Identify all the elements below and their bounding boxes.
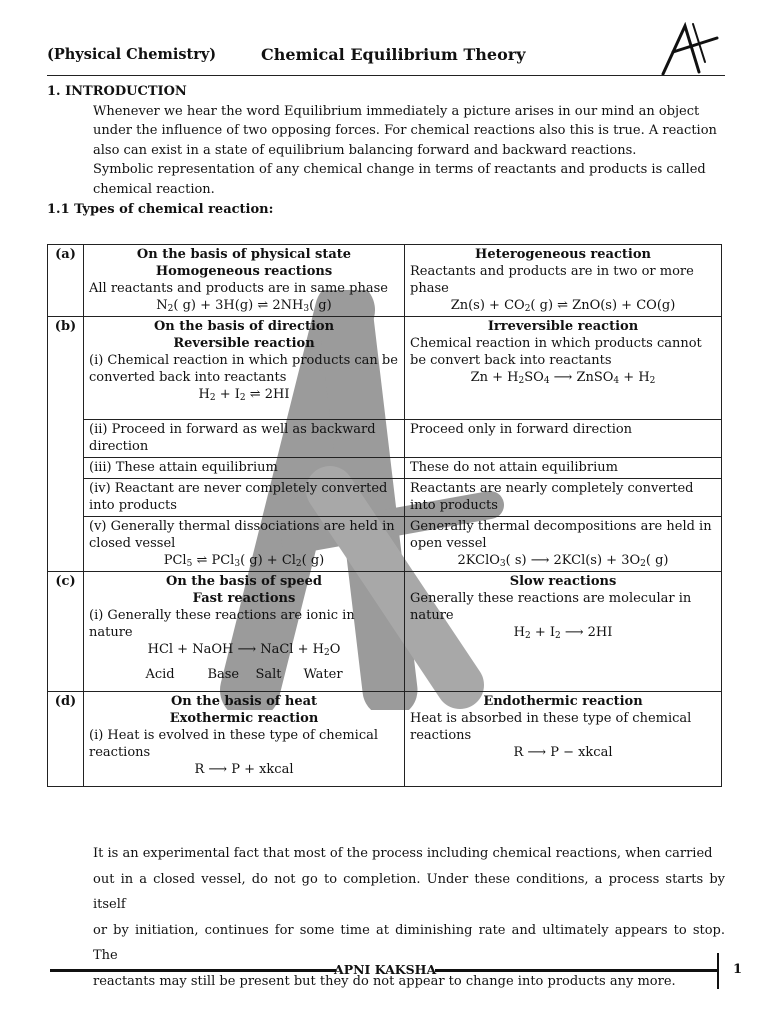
table-cell: On the basis of physical state Homogeneous reactions All reactants and products are in same phase $N_2$( g) + 3H(g) ⇌ $2NH_3$( g): [84, 245, 405, 317]
basis-heading: On the basis of speed: [166, 574, 322, 589]
page-header: [47, 44, 725, 74]
table-row: [48, 572, 722, 692]
reaction-type-title: Exothermic reaction: [169, 711, 319, 726]
types-heading: 1.1 Types of chemical reaction:: [47, 201, 274, 217]
table-row: [48, 692, 722, 787]
equation-labels: Acid Base Salt Water: [145, 667, 343, 682]
equation: 2KClO$_3$( s) ⟶ $2KCl(s) + 3O_2$( g): [457, 553, 669, 569]
equation: R ⟶ P + xkcal: [194, 762, 294, 777]
table-cell: These do not attain equilibrium: [405, 458, 722, 479]
equation: $H_2 + I_2$ ⟶ 2HI: [513, 625, 613, 641]
page-title: Chemical Equilibrium Theory: [261, 45, 526, 64]
equation: R ⟶ P − xkcal: [513, 745, 613, 760]
introduction-section: [47, 82, 727, 219]
equation: $N_2$( g) + 3H(g) ⇌ $2NH_3$( g): [156, 298, 332, 314]
closing-paragraph: It is an experimental fact that most of the process including chemical reactions, when carried out in a closed vessel, do not go to completion. Under these conditions, a process starts by itself or by initiation, continues for some time at diminishing rate and ultimately appears to stop. The reactants may still be present but they do not appear to change into products any more.: [93, 846, 725, 989]
reaction-type-title: Homogeneous reactions: [155, 264, 333, 279]
reaction-type-title: Endothermic reaction: [483, 694, 643, 709]
reaction-type-title: Irreversible reaction: [487, 319, 639, 334]
table-cell: Heterogeneous reaction Reactants and products are in two or more phase $Zn(s) + CO_2$( g) ⇌ ZnO(s) + CO(g): [405, 245, 722, 317]
table-cell: Proceed only in forward direction: [405, 420, 722, 458]
brand-logo-icon: [655, 22, 721, 76]
table-cell: Reactants are nearly completely converted into products: [405, 479, 722, 517]
table-cell: Endothermic reaction Heat is absorbed in these type of chemical reactions R ⟶ P − xkcal: [405, 692, 722, 787]
row-label: (c): [48, 572, 84, 692]
equation: PCl$_5$ ⇌ PCl$_3$( $g) + Cl_2$( g): [163, 553, 325, 569]
table-row: [48, 420, 722, 458]
table-cell: On the basis of direction Reversible reaction (i) Chemical reaction in which products can be converted back into reactants $H_2 + I_2$ ⇌ 2HI: [84, 317, 405, 420]
row-label: (d): [48, 692, 84, 787]
header-divider: [47, 75, 725, 76]
reaction-type-title: Fast reactions: [192, 591, 296, 606]
table-cell: Slow reactions Generally these reactions are molecular in nature $H_2 + I_2$ ⟶ 2HI: [405, 572, 722, 692]
table-row: [48, 245, 722, 317]
basis-heading: On the basis of heat: [170, 694, 318, 709]
table-cell: (iv) Reactant are never completely converted into products: [84, 479, 405, 517]
table-row: [48, 479, 722, 517]
reaction-type-title: Heterogeneous reaction: [475, 247, 651, 262]
reaction-type-title: Slow reactions: [509, 574, 617, 589]
basis-heading: On the basis of physical state: [136, 247, 352, 262]
table-cell: (ii) Proceed in forward as well as backward direction: [84, 420, 405, 458]
table-row: [48, 517, 722, 572]
table-cell: Generally thermal decompositions are held in open vessel 2KClO$_3$( s) ⟶ $2KCl(s) + 3O_2$( g): [405, 517, 722, 572]
footer-brand: APNI KAKSHA: [334, 962, 437, 977]
row-label: (b): [48, 317, 84, 572]
intro-paragraph-2: Symbolic representation of any chemical change in terms of reactants and products is called chemical reaction.: [93, 162, 706, 197]
page-number: 1: [733, 962, 743, 977]
table-cell: On the basis of speed Fast reactions (i) Generally these reactions are ionic in nature HCl + NaOH ⟶ NaCl + $H_2O$ Acid Base Salt Water: [84, 572, 405, 692]
table-row: [48, 317, 722, 420]
table-cell: (v) Generally thermal dissociations are held in closed vessel PCl$_5$ ⇌ PCl$_3$( $g) + Cl_2$( g): [84, 517, 405, 572]
reaction-types-table: [47, 244, 722, 787]
table-row: [48, 458, 722, 479]
table-cell: On the basis of heat Exothermic reaction (i) Heat is evolved in these type of chemical reactions R ⟶ P + xkcal: [84, 692, 405, 787]
equation: $Zn(s) + CO_2$( g) ⇌ ZnO(s) + CO(g): [450, 298, 676, 314]
reaction-type-title: Reversible reaction: [173, 336, 315, 351]
equation: $Zn + H_2SO_4$ ⟶ ZnSO$_4$ + $H_2$: [470, 370, 656, 386]
table-cell: (iii) These attain equilibrium: [84, 458, 405, 479]
intro-paragraph-1: Whenever we hear the word Equilibrium immediately a picture arises in our mind an object under the influence of two opposing forces. For chemical reactions also this is true. A reaction also can exist in a state of equilibrium balancing forward and backward reactions.: [93, 103, 717, 158]
subject-label: (Physical Chemistry): [47, 46, 217, 63]
table-cell: Irreversible reaction Chemical reaction in which products cannot be convert back into reactants $Zn + H_2SO_4$ ⟶ ZnSO$_4$ + $H_2$: [405, 317, 722, 420]
basis-heading: On the basis of direction: [153, 319, 335, 334]
row-label: (a): [48, 245, 84, 317]
equation: HCl + NaOH ⟶ NaCl + $H_2O$: [147, 642, 341, 658]
equation: $H_2 + I_2$ ⇌ 2HI: [198, 387, 290, 403]
intro-heading: 1. INTRODUCTION: [47, 84, 187, 99]
